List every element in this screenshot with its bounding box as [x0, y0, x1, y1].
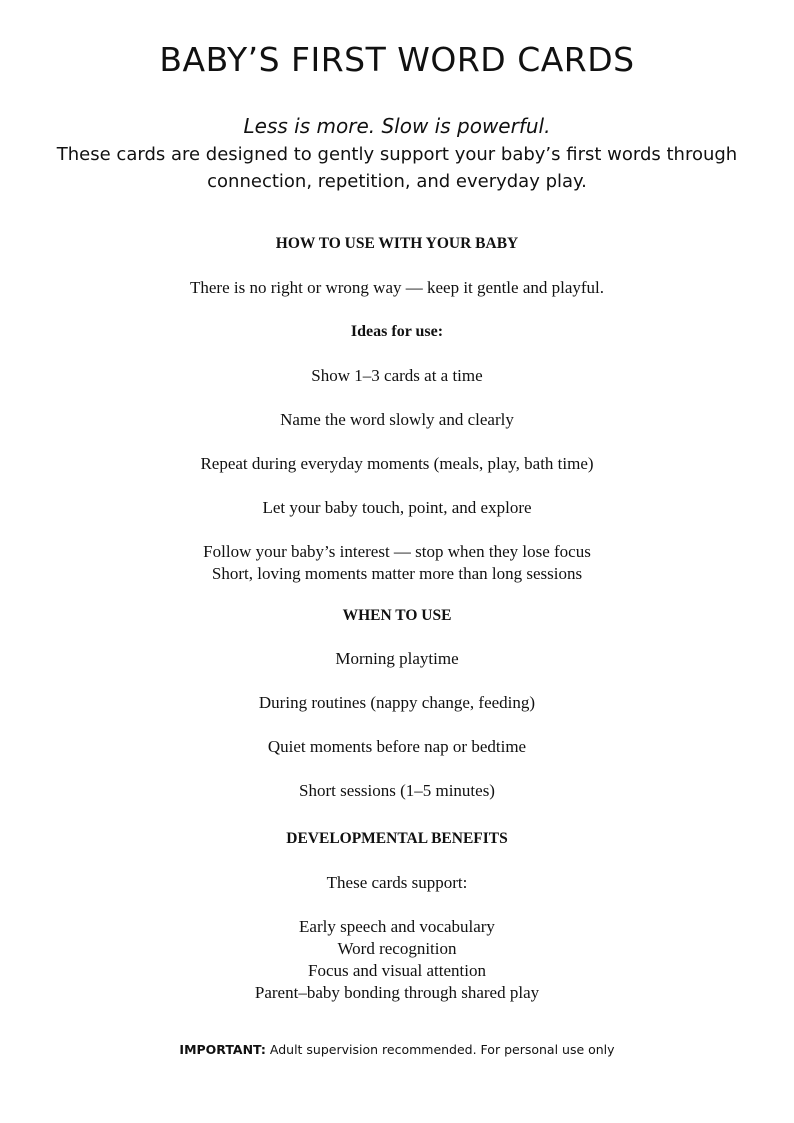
list-item: Repeat during everyday moments (meals, play, bath time): [200, 454, 594, 473]
list-item: Focus and visual attention: [307, 961, 486, 980]
tagline: Less is more. Slow is powerful.: [243, 114, 551, 138]
list-item: During routines (nappy change, feeding): [258, 693, 536, 712]
list-item: Parent–baby bonding through shared play: [254, 983, 540, 1002]
list-item: Follow your baby’s interest — stop when they lose focus: [203, 542, 591, 561]
list-item: Short sessions (1–5 minutes): [299, 781, 495, 800]
benefits-heading: DEVELOPMENTAL BENEFITS: [286, 830, 508, 847]
footer-important-label: IMPORTANT:: [179, 1042, 266, 1057]
footer-note: [0, 1041, 794, 1059]
page-title: BABY’S FIRST WORD CARDS: [159, 40, 635, 79]
how-to-use-heading: HOW TO USE WITH YOUR BABY: [275, 235, 519, 252]
benefits-lead: These cards support:: [326, 873, 468, 892]
list-item: Name the word slowly and clearly: [280, 410, 514, 429]
ideas-label: Ideas for use:: [350, 323, 444, 340]
how-to-use-lead: There is no right or wrong way — keep it gentle and playful.: [189, 278, 605, 297]
list-item: Short, loving moments matter more than long sessions: [211, 564, 583, 583]
footer-text: Adult supervision recommended. For personal use only: [265, 1042, 615, 1057]
list-item: Word recognition: [337, 939, 457, 958]
list-item: Early speech and vocabulary: [299, 917, 495, 936]
list-item: Let your baby touch, point, and explore: [262, 498, 532, 517]
intro-text: These cards are designed to gently support your baby’s first words through connection, repetition, and everyday play.: [56, 144, 738, 192]
list-item: Quiet moments before nap or bedtime: [267, 737, 527, 756]
list-item: Morning playtime: [335, 649, 459, 668]
list-item: Show 1–3 cards at a time: [311, 366, 483, 385]
when-to-use-heading: WHEN TO USE: [342, 607, 452, 624]
